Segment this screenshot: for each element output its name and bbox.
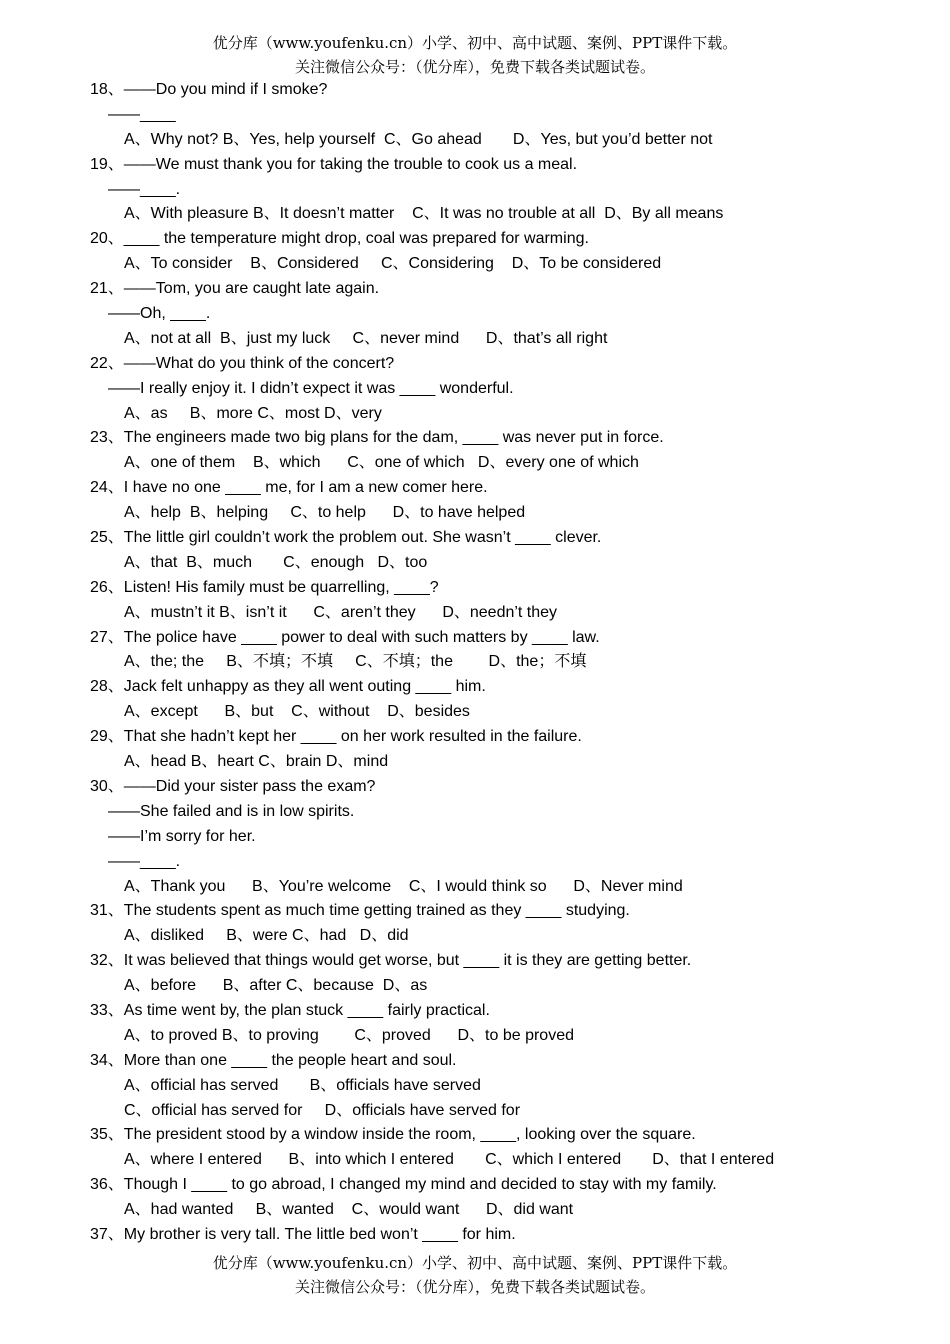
answer-options: A、not at all B、just my luck C、never mind D、that’s all right <box>124 329 608 347</box>
question-stem: 33、As time went by, the plan stuck ____ fairly practical. <box>90 1001 490 1019</box>
answer-options: A、Why not? B、Yes, help yourself C、Go ahead D、Yes, but you’d better not <box>124 130 713 148</box>
answer-options: A、as B、more C、most D、very <box>124 404 382 422</box>
answer-options: A、To consider B、Considered C、Considering D、To be considered <box>124 255 662 273</box>
answer-options: A、one of them B、which C、one of which D、every one of which <box>124 454 639 472</box>
question-stem: 23、The engineers made two big plans for the dam, ____ was never put in force. <box>90 429 664 447</box>
question-stem: 30、——Did your sister pass the exam? <box>90 777 376 795</box>
question-stem: 36、Though I ____ to go abroad, I changed my mind and decided to stay with my family. <box>90 1176 717 1194</box>
question-stem: 20、____ the temperature might drop, coal was prepared for warming. <box>90 230 589 248</box>
question-stem: 34、More than one ____ the people heart and soul. <box>90 1051 457 1069</box>
answer-options: A、where I entered B、into which I entered C、which I entered D、that I entered <box>124 1151 775 1169</box>
dialogue-line: ——She failed and is in low spirits. <box>108 802 355 820</box>
answer-options: C、official has served for D、officials have served for <box>124 1101 521 1119</box>
question-stem: 21、——Tom, you are caught late again. <box>90 280 380 298</box>
dialogue-line: ——Oh, ____. <box>108 305 211 323</box>
answer-options: A、With pleasure B、It doesn’t matter C、It was no trouble at all D、By all means <box>124 205 724 223</box>
answer-options: A、official has served B、officials have served <box>124 1076 481 1094</box>
page-header <box>0 34 950 76</box>
answer-options: A、head B、heart C、brain D、mind <box>124 753 389 771</box>
answer-options: A、that B、much C、enough D、too <box>124 553 428 571</box>
question-stem: 22、——What do you think of the concert? <box>90 354 395 372</box>
header-line-1: 优分库（www.youfenku.cn）小学、初中、高中试题、案例、PPT课件下载。 <box>212 34 738 52</box>
answer-options: A、had wanted B、wanted C、would want D、did want <box>124 1201 574 1219</box>
question-stem: 32、It was believed that things would get worse, but ____ it is they are getting better. <box>90 952 692 970</box>
question-stem: 28、Jack felt unhappy as they all went outing ____ him. <box>90 678 486 696</box>
question-stem: 27、The police have ____ power to deal with such matters by ____ law. <box>90 628 600 646</box>
answer-options: A、the; the B、不填；不填 C、不填；the D、the；不填 <box>124 653 587 671</box>
question-stem: 25、The little girl couldn’t work the problem out. She wasn’t ____ clever. <box>90 529 602 547</box>
question-stem: 37、My brother is very tall. The little bed won’t ____ for him. <box>90 1225 516 1243</box>
question-stem: 19、——We must thank you for taking the trouble to cook us a meal. <box>90 155 578 173</box>
dialogue-line: ——I really enjoy it. I didn’t expect it was ____ wonderful. <box>108 379 514 397</box>
footer-line-2: 关注微信公众号：（优分库），免费下载各类试题试卷。 <box>294 1278 655 1296</box>
dialogue-line: ——____ <box>108 105 176 123</box>
answer-options: A、help B、helping C、to help D、to have helped <box>124 504 526 522</box>
question-stem: 29、That she hadn’t kept her ____ on her work resulted in the failure. <box>90 728 582 746</box>
answer-options: A、before B、after C、because D、as <box>124 977 428 995</box>
question-stem: 26、Listen! His family must be quarrelling, ____? <box>90 578 439 596</box>
question-stem: 18、——Do you mind if I smoke? <box>90 81 328 98</box>
question-stem: 31、The students spent as much time getting trained as they ____ studying. <box>90 902 630 920</box>
page-footer <box>0 1254 950 1296</box>
answer-options: A、Thank you B、You’re welcome C、I would think so D、Never mind <box>124 877 683 895</box>
dialogue-line: ——____. <box>108 180 181 198</box>
answer-options: A、except B、but C、without D、besides <box>124 703 470 721</box>
dialogue-line: ——____. <box>108 852 181 870</box>
footer-line-1: 优分库（www.youfenku.cn）小学、初中、高中试题、案例、PPT课件下载。 <box>212 1254 738 1272</box>
dialogue-line: ——I’m sorry for her. <box>108 827 256 845</box>
header-line-2: 关注微信公众号：（优分库），免费下载各类试题试卷。 <box>294 58 655 76</box>
answer-options: A、mustn’t it B、isn’t it C、aren’t they D、needn’t they <box>124 603 558 621</box>
question-stem: 35、The president stood by a window inside the room, ____, looking over the square. <box>90 1126 696 1144</box>
answer-options: A、disliked B、were C、had D、did <box>124 927 409 945</box>
answer-options: A、to proved B、to proving C、proved D、to be proved <box>124 1026 574 1044</box>
question-list <box>90 78 930 1248</box>
question-stem: 24、I have no one ____ me, for I am a new comer here. <box>90 479 488 497</box>
